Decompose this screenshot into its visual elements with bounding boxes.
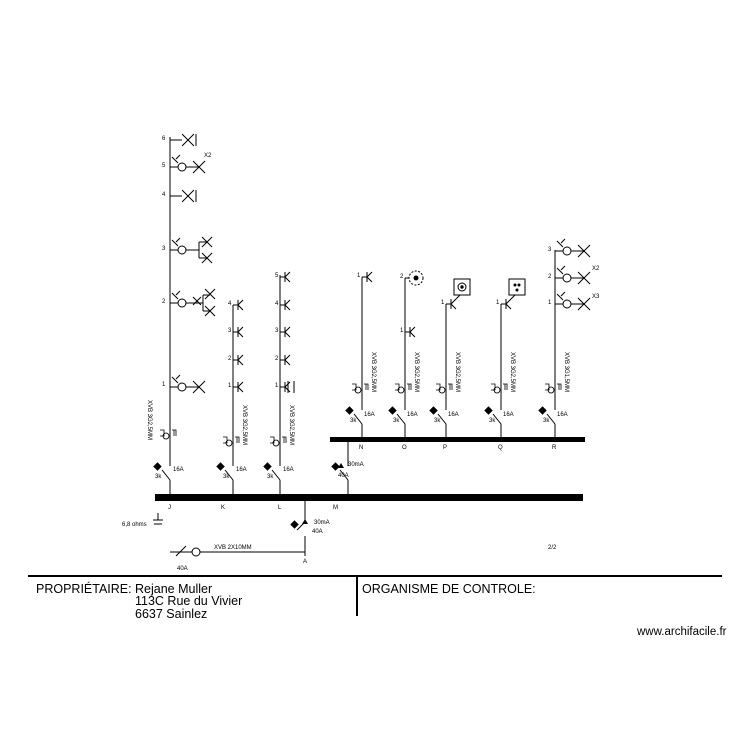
busbar-lower [155,494,583,501]
earth-resistance-label: 6,8 ohms [122,522,147,528]
breaker-L-rating: 16A [283,467,294,473]
main-feed-breaker-label: 40A [177,566,188,572]
breaker-Q-diff: 3k [489,418,496,424]
L-point-5: 5 [275,273,279,279]
circuit-K-devices [233,300,243,392]
node-K-label: K [221,505,226,511]
breaker-J-diff: 3k [155,474,162,480]
feeder-O [389,278,405,437]
J-point-4: 4 [162,192,166,198]
inspection-label: ORGANISME DE CONTROLE: [362,582,536,596]
cable-R-label: XVB 3G1,5MM [563,352,569,393]
P-point-1: 1 [441,300,445,306]
R-point-1: 1 [548,300,552,306]
L-point-1: 1 [275,383,279,389]
node-M-label: M [333,505,338,511]
O-point-1: 1 [400,328,404,334]
cable-N-label: XVB 3G2,5MM [370,352,376,393]
breaker-L-diff: 3k [267,474,274,480]
K-point-4: 4 [228,301,232,307]
node-A-label: A [303,559,308,565]
R-point-3: 3 [548,247,552,253]
cable-P-label: XVB 3G2,5MM [454,352,460,393]
feeder-N [346,277,362,437]
breaker-P-rating: 16A [448,412,459,418]
feeder-M [332,442,348,494]
cable-L-label: XVB 3G2,5MM [288,405,294,446]
R-note-x2: X2 [592,266,600,272]
breaker-O-rating: 16A [407,412,418,418]
owner-name: Rejane Muller [135,582,213,596]
cable-O-label: XVB 3G2,5MM [413,352,419,393]
J-point-2: 2 [162,299,166,305]
K-point-2: 2 [228,356,232,362]
circuit-Q-devices [501,279,525,309]
watermark-link[interactable]: www.archifacile.fr [637,626,727,638]
R-note-x3: X3 [592,294,600,300]
breaker-K-diff: 3k [223,474,230,480]
node-R-label: R [552,445,557,451]
circuit-L-devices [280,272,294,393]
node-L-label: L [278,505,282,511]
circuit-P-devices [446,279,470,309]
feeder-J [154,137,170,494]
J-point-1: 1 [162,382,166,388]
cable-Q-label: XVB 3G2,5MM [509,352,515,393]
breaker-M-rating: 40A [338,473,349,479]
K-point-1: 1 [228,383,232,389]
cable-J-label: XVB 3G2,5MM [146,400,152,441]
J-point-6: 6 [162,136,166,142]
main-feed-cable-label: XVB 2X10MM [214,545,252,551]
main-diff-label: 30mA [314,520,330,526]
Q-point-1: 1 [496,300,500,306]
breaker-R-rating: 16A [557,412,568,418]
circuit-N-devices [362,272,372,282]
L-point-2: 2 [275,356,279,362]
R-point-2: 2 [548,274,552,280]
J-point-3: 3 [162,246,166,252]
circuit-J-devices [170,134,215,393]
earth-symbol [153,513,163,524]
breaker-P-diff: 3k [434,418,441,424]
cable-K-label: XVB 3G2,5MM [241,405,247,446]
node-O-label: O [402,445,407,451]
main-diff-breaker-label: 40A [312,529,323,535]
node-Q-label: Q [498,445,503,451]
breaker-Q-rating: 16A [503,412,514,418]
owner-city: 6637 Sainlez [135,607,208,621]
breaker-N-diff: 3k [350,418,357,424]
breaker-O-diff: 3k [393,418,400,424]
L-point-4: 4 [275,301,279,307]
node-N-label: N [359,445,364,451]
owner-street: 113C Rue du Vivier [135,594,243,608]
breaker-R-diff: 3k [543,418,550,424]
circuit-R-devices [555,239,590,310]
node-P-label: P [443,445,448,451]
circuit-O-devices [405,271,423,337]
busbar-upper [330,437,585,442]
owner-label: PROPRIÉTAIRE: [36,582,132,596]
K-point-3: 3 [228,328,232,334]
O-point-2: 2 [400,274,404,280]
J-note-x2: X2 [204,153,212,159]
breaker-M-diff: 30mA [348,462,364,468]
breaker-N-rating: 16A [364,412,375,418]
J-point-5: 5 [162,163,166,169]
feeder-R [539,250,555,437]
N-point-1: 1 [357,273,361,279]
page-number: 2/2 [548,545,557,551]
node-J-label: J [168,505,171,511]
L-point-3: 3 [275,328,279,334]
breaker-K-rating: 16A [236,467,247,473]
breaker-J-rating: 16A [173,467,184,473]
